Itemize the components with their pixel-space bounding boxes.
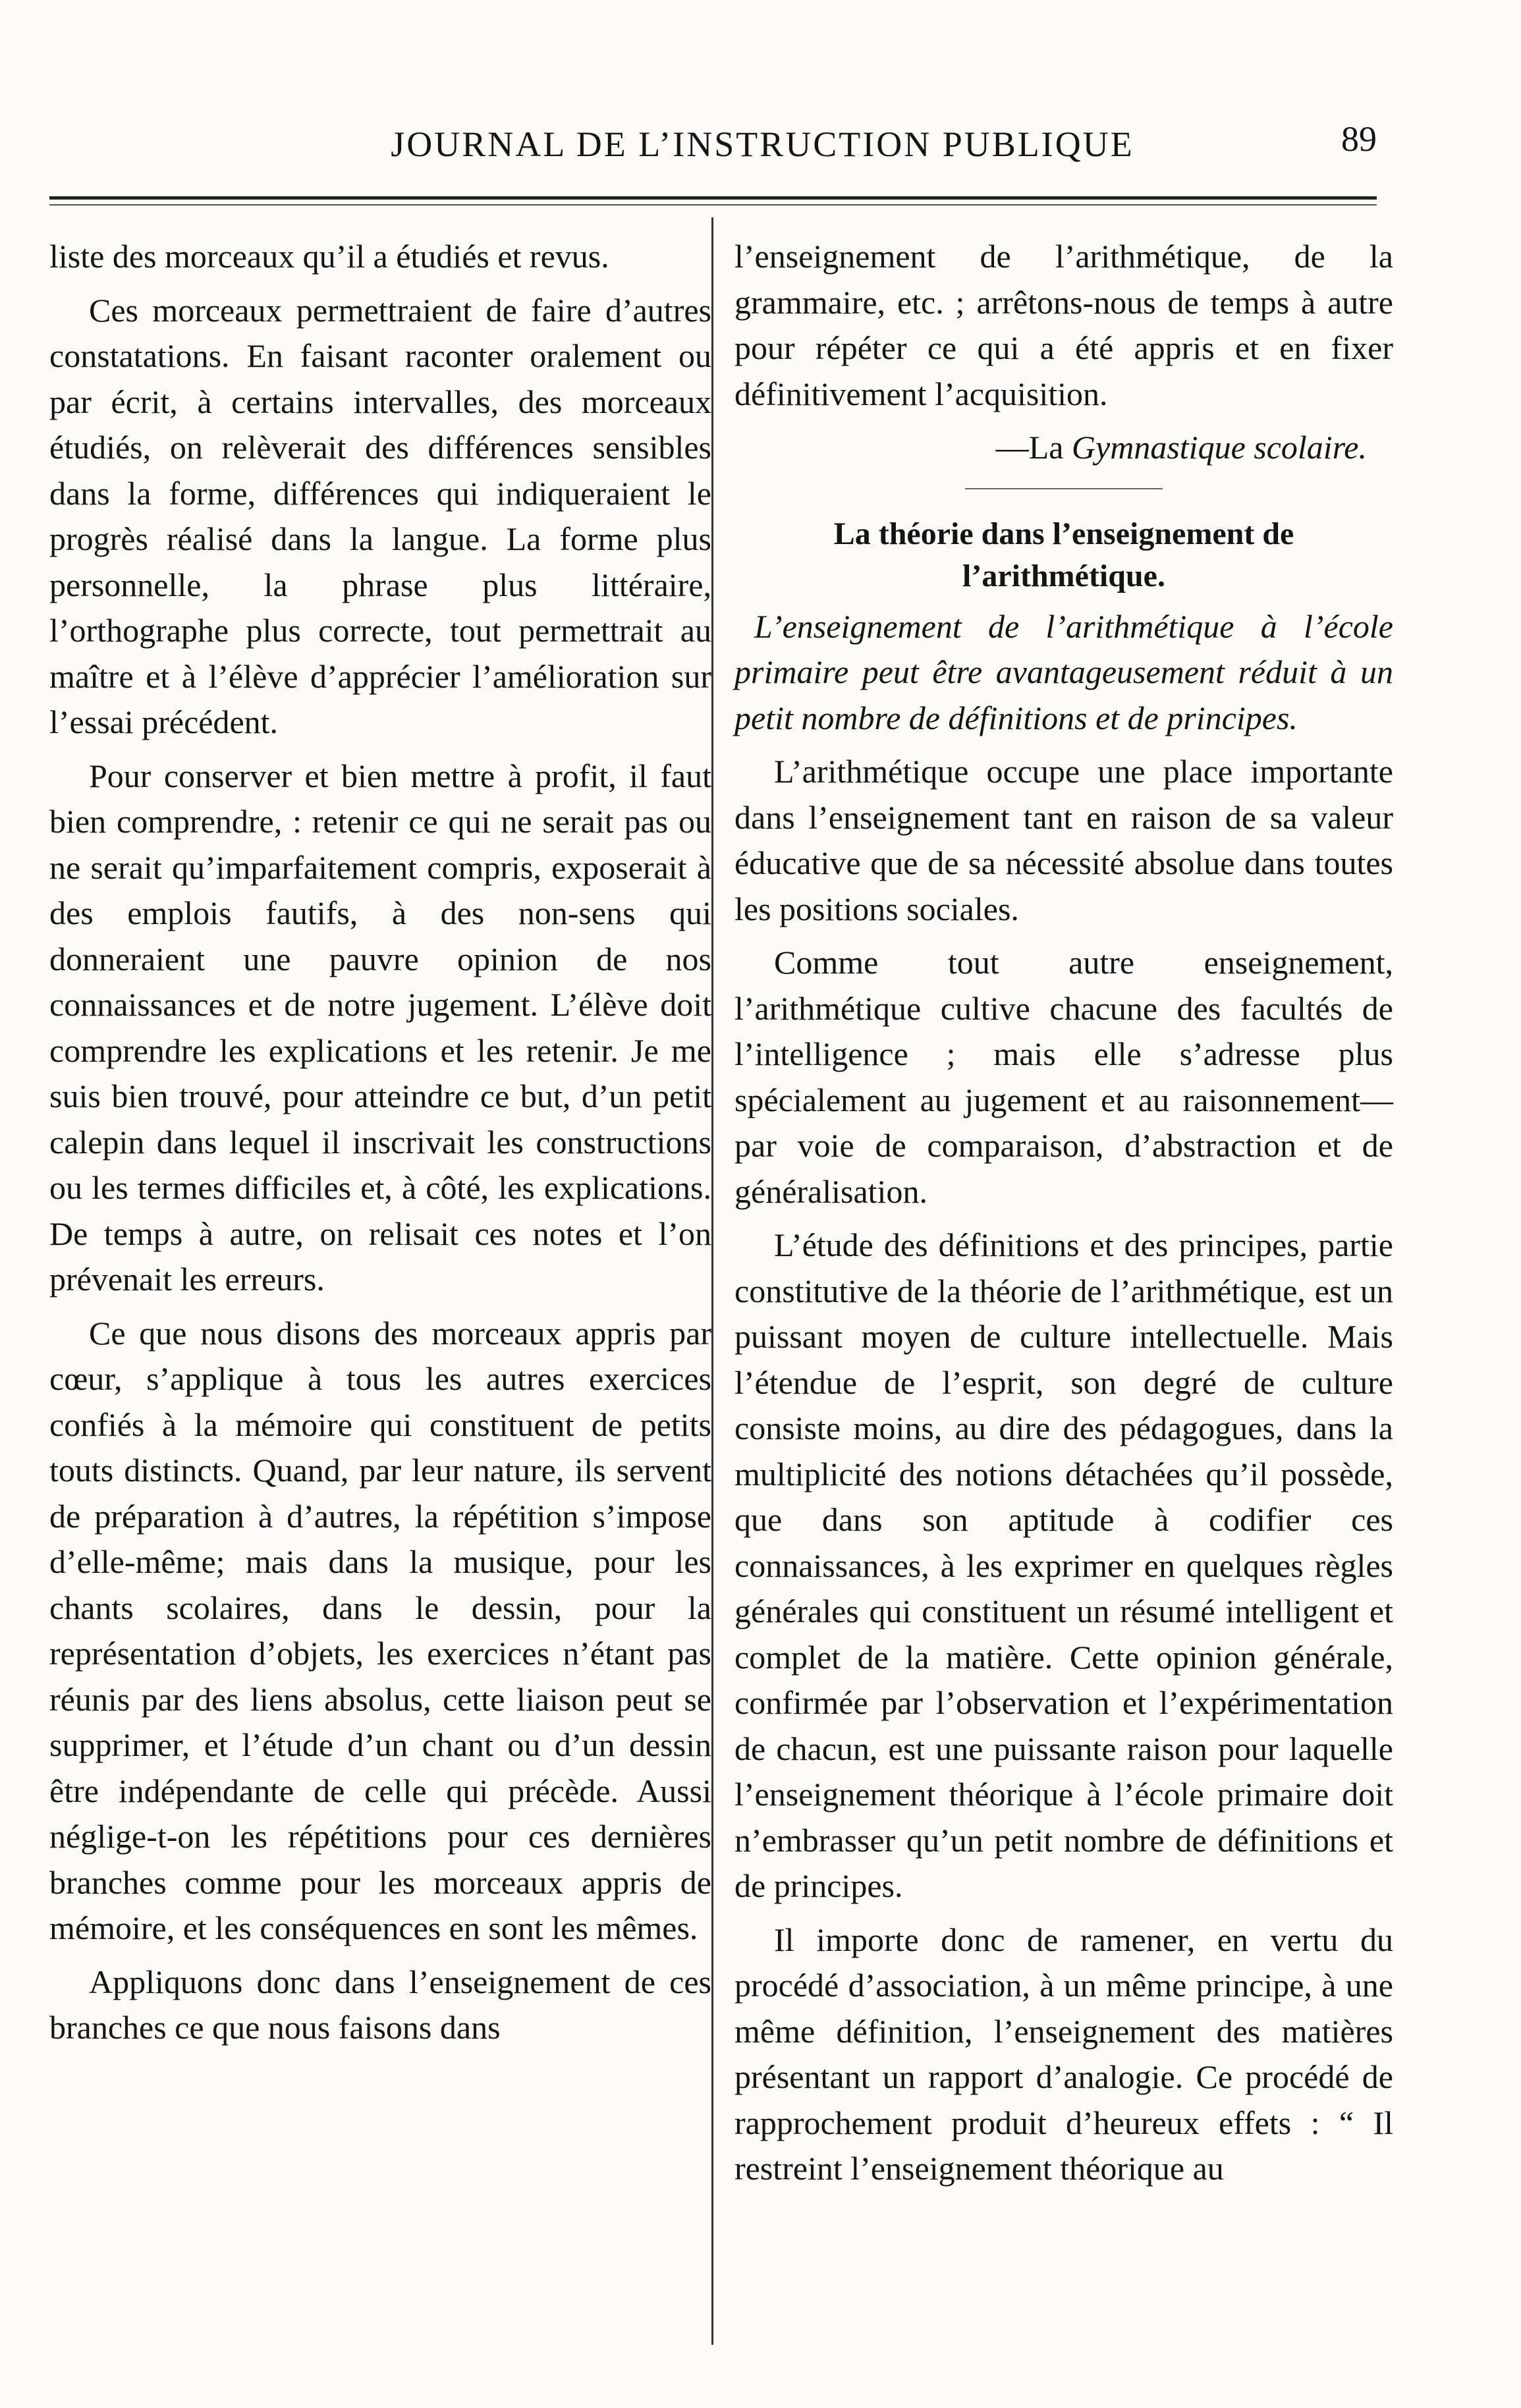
section-abstract: L’enseignement de l’arithmétique à l’école primaire peut être avantageusement réduit à un petit nombre de définitions et de principes. [734, 607, 1393, 736]
column-divider [711, 217, 713, 2345]
header-rule-thin [49, 204, 1377, 205]
paragraph: L’arithmétique occupe une place importante dans l’enseignement tant en raison de sa valeur éducative que de sa nécessité absolue dans toutes les positions sociales. [734, 753, 1393, 927]
right-column [734, 234, 1393, 2200]
section-separator [965, 488, 1163, 489]
paragraph: L’étude des définitions et des principes, partie constitutive de la théorie de l’arithmétique, est un puissant moyen de culture intellectuelle. Mais l’étendue de l’esprit, son degré de culture consiste moins, au dire des pédagogues, dans la multiplicité des notions détachées qu’il possède, que dans son aptitude à codifier ces connaissances, à les exprimer en quelques règles générales qui constituent un résumé intelligent et complet de la matière. Cette opinion générale, confirmée par l’observation et l’expérimentation de chacun, est une puissante raison pour laquelle l’enseignement théorique à l’école primaire doit n’embrasser qu’un petit nombre de définitions et de principes. [734, 1226, 1393, 1904]
page-header [49, 119, 1383, 178]
signature-prefix: —La [995, 429, 1072, 466]
section-heading: La théorie dans l’enseignement de l’arithmétique. [833, 516, 1294, 593]
source-signature [734, 425, 1367, 471]
left-column [49, 234, 711, 2059]
paragraph: Ce que nous disons des morceaux appris par cœur, s’applique à tous les autres exercices confiés à la mémoire qui constituent de petits touts distincts. Quand, par leur nature, ils servent de préparation à d’autres, la répétition s’impose d’elle-même; mais dans la musique, pour les chants scolaires, dans le dessin, pour la représentation d’objets, les exercices n’étant pas réunis par des liens absolus, cette liaison peut se supprimer, et l’étude d’un chant ou d’un dessin être indépendante de celle qui précède. Aussi néglige-t-on les répétitions pour ces dernières branches comme pour les morceaux appris de mémoire, et les conséquences en sont les mêmes. [49, 1314, 711, 1946]
page-number: 89 [1341, 119, 1377, 159]
paragraph: Il importe donc de ramener, en vertu du procédé d’association, à un même principe, à une même définition, l’enseignement des matières présentant un rapport d’analogie. Ce procédé de rapprochement produit d’heureux effets : “ Il restreint l’enseignement théorique au [734, 1921, 1393, 2187]
header-rule [49, 196, 1377, 200]
paragraph: Comme tout autre enseignement, l’arithmétique cultive chacune des facultés de l’intelligence ; mais elle s’adresse plus spécialement au jugement et au raisonnement— par voie de comparaison, d’abstraction et de généralisation. [734, 944, 1393, 1210]
paragraph: Ces morceaux permettraient de faire d’autres constatations. En faisant raconter oralement ou par écrit, à certains intervalles, des morceaux étudiés, on relèverait des différences sensibles dans la forme, différences qui indiqueraient le progrès réalisé dans la langue. La forme plus personnelle, la phrase plus littéraire, l’orthographe plus correcte, tout permettrait au maître et à l’élève d’apprécier l’amélioration sur l’essai précédent. [49, 291, 711, 740]
paragraph-continuation: l’enseignement de l’arithmétique, de la grammaire, etc. ; arrêtons-nous de temps à autre pour répéter ce qui a été appris et en fixer définitivement l’acquisition. [734, 238, 1393, 412]
paragraph: Pour conserver et bien mettre à profit, il faut bien comprendre, : retenir ce qui ne serait pas ou ne serait qu’imparfaitement compris, exposerait à des emplois fautifs, à des non-sens qui donneraient une pauvre opinion de nos connaissances et de notre jugement. L’élève doit comprendre les explications et les retenir. Je me suis bien trouvé, pour atteindre ce but, d’un petit calepin dans lequel il inscrivait les constructions ou les termes difficiles et, à côté, les explications. De temps à autre, on relisait ces notes et l’on prévenait les erreurs. [49, 757, 711, 1298]
running-title: JOURNAL DE L’INSTRUCTION PUBLIQUE [391, 124, 1134, 164]
paragraph: Appliquons donc dans l’enseignement de ces branches ce que nous faisons dans [49, 1963, 711, 2046]
signature-source: Gymnastique scolaire. [1071, 429, 1367, 466]
paragraph: liste des morceaux qu’il a étudiés et revus. [49, 238, 609, 275]
